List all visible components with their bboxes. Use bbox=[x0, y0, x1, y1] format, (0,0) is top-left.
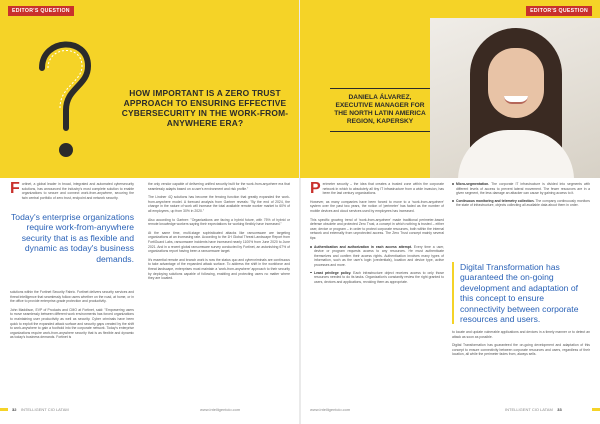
bullet-list bbox=[452, 182, 590, 208]
footer-url[interactable]: www.intelligentcio.com bbox=[310, 407, 351, 412]
pull-quote: Today's enterprise organizations require work-from-anywhere security that is as flexible and dynamic as today's business demands. bbox=[11, 212, 134, 264]
left-col-1-bottom bbox=[10, 290, 134, 344]
list-item-title: Micro-segmentation. bbox=[456, 182, 490, 186]
paragraph: Digital Transformation has guaranteed the on-going development and adaptation of this concept to ensure connectivity between corporate resources and users, regardless of their location, all while the perimeter fades from, always sells. bbox=[452, 343, 590, 357]
page-footer bbox=[12, 404, 69, 416]
paragraph: At the same time, multi-stage sophisticated attacks like ransomware are targeting organizations at an increasing rate. According to the 1H Global Threat Landscape Report from FortiGuard Labs, ransomware incidents have increased nearly 1100% from June 2020 to June 2021. And in a recent global ransomware survey conducted by Fortinet, an astonishing 67% of organizations report having been a ransomware target. bbox=[148, 230, 290, 254]
portrait-face bbox=[488, 48, 544, 118]
footer-accent bbox=[592, 408, 600, 411]
article-headline: HOW IMPORTANT IS A ZERO TRUST APPROACH TO ENSURING EFFECTIVE CYBERSECURITY IN THE WORK-FROM-ANYWHERE ERA? bbox=[121, 88, 289, 128]
footer-url[interactable]: www.intelligentcio.com bbox=[200, 407, 241, 412]
paragraph: to locate and update vulnerable applications and devices in a timely manner or to detect an attack as soon as possible. bbox=[452, 330, 590, 339]
right-col-2-bottom bbox=[452, 330, 590, 361]
paragraph: This specific growing trend of 'work-from-anywhere' made traditional perimeter-based defense obsolete and protected Zero Trust, a concept in which nothing is trusted – either user, device or program – in order to protect corporate resources, both within the internal network and externally from unprotected access. The Zero Trust concept mainly several tips: bbox=[310, 217, 444, 240]
magazine-name: INTELLIGENT CIO LATAM bbox=[505, 407, 553, 412]
paragraph: John Maddison, EVP of Products and CMO at Fortinet, said: "Empowering users to move seamlessly between different work environments has forced organizations to maintaining user productivity as well as security. Cyber criminals have been quick to exploit the expanded attack surface and security gaps created by the shift to work-anywhere to gain a foothold into the corporate network. Today's enterprise organizations require work-from-anywhere security that is as flexible and dynamic as today's business demands. Fortinet is bbox=[10, 307, 134, 340]
right-col-2-top bbox=[452, 182, 590, 211]
page-number: 32 bbox=[12, 407, 17, 412]
list-item-text: The company continuously monitors the state of infrastructure, objects collecting all available data about them in order. bbox=[456, 198, 590, 208]
paragraph: the only vendor capable of delivering unified security built for the work-from-anywhere era that seamlessly adapts based on a user's environment and risk profile." bbox=[148, 182, 290, 191]
drop-cap: P bbox=[310, 180, 321, 197]
list-item-title: Continuous monitoring and telemetry collection. bbox=[456, 198, 535, 203]
paragraph: solutions within the Fortinet Security Fabric. Fortinet delivers security services and threat intelligence that seamlessly follow users whether on the road, at home, or in the office to provide enterprise-grade protection and productivity. bbox=[10, 290, 134, 304]
page-footer bbox=[505, 404, 562, 416]
paragraph: Also according to Gartner: "Organizations are facing a hybrid future, with 75% of hybrid or remote knowledge workers saying their expectations for working flexibly have increased." bbox=[148, 217, 290, 227]
question-mark-icon bbox=[30, 28, 100, 178]
paragraph bbox=[310, 182, 444, 196]
page-number: 33 bbox=[557, 407, 562, 412]
list-item-text: The corporate IT infrastructure is divided into segments with different levels of access to prevent lateral movement. The fewer resources are in a given segment, the less damage an attacker can cause by gaining access to it. bbox=[456, 182, 590, 196]
paragraph: It's essential remote and branch work is now the status quo and cybercriminals are continuous to take advantage of the expanded attack surface. To address the shift in the workforce and threat landscape, enterprises must maintain a 'work-from-anywhere' approach to their security by deploying solutions capable of following, enabling and protecting users no matter where they are located. bbox=[148, 257, 290, 281]
paragraph: The Lindner 4Q solutions has become the fencing function that greatly expanded the work-from-anywhere model. A forecast analysis from Gartner reveals: "By the end of 2024, the change in the nature of work will increase the total available remote worker market to 60% of all employees, up from 30% in 2020." bbox=[148, 195, 290, 213]
list-item-title: Least privilege policy. bbox=[314, 270, 352, 275]
paragraph-text: erimeter security – the idea that creates a trusted zone within the corporate network in which to absolutely all tiny IT infrastructure from a wide invasion, has been the last century organizations. bbox=[322, 182, 444, 196]
interviewee-caption: DANIELA ÁLVAREZ, EXECUTIVE MANAGER FOR THE NORTH LATIN AMERICA REGION, KAPERSKY bbox=[330, 88, 430, 132]
paragraph: However, as many companies have been forced to move to a 'work-from-anywhere' system over the past two years, the notion of 'perimeter' has faded as the number of mobile devices and cloud services used by employees has increased. bbox=[310, 199, 444, 213]
list-item bbox=[452, 199, 590, 208]
pull-quote-right: Digital Transformation has guaranteed the on-going development and adaptation of this concept to ensure connectivity between corporate resources and users. bbox=[452, 262, 590, 324]
list-item-text: Every time a user, device or program requests access to any resources. He must authenticate themselves and confirm their access rights. Authentication involves many types of information, such as the user's login (credentials), location and device type, active processes and more. bbox=[314, 244, 444, 267]
left-col-1-top bbox=[10, 182, 134, 204]
list-item-text: Each infrastructure object receives access to only those resources needed to do its tasks. Organization's constantly review the right granted to users, devices and applications, revoking them as appropriate. bbox=[314, 270, 444, 284]
portrait-photo bbox=[430, 18, 600, 178]
left-col-2 bbox=[148, 182, 290, 285]
list-item bbox=[310, 271, 444, 285]
section-tag: EDITOR'S QUESTION bbox=[526, 6, 592, 16]
paragraph bbox=[10, 182, 134, 200]
list-item bbox=[310, 245, 444, 268]
list-item bbox=[452, 182, 590, 196]
magazine-name: INTELLIGENT CIO LATAM bbox=[20, 407, 69, 412]
drop-cap: F bbox=[10, 180, 20, 197]
right-col-1 bbox=[310, 182, 444, 287]
footer-accent bbox=[0, 408, 8, 411]
section-tag: EDITOR'S QUESTION bbox=[8, 6, 74, 16]
list-item-title: Authentication and authorization in each access attempt. bbox=[314, 244, 412, 249]
bullet-list bbox=[310, 245, 444, 285]
paragraph-text: ortinet, a global leader in broad, integrated and automated cybersecurity solutions, has announced the industry's most complete solution to enable organizations to secure and connect work-from-anywhere, securing the twin central portfolio of zero trust, endpoint and network security. bbox=[21, 182, 134, 200]
